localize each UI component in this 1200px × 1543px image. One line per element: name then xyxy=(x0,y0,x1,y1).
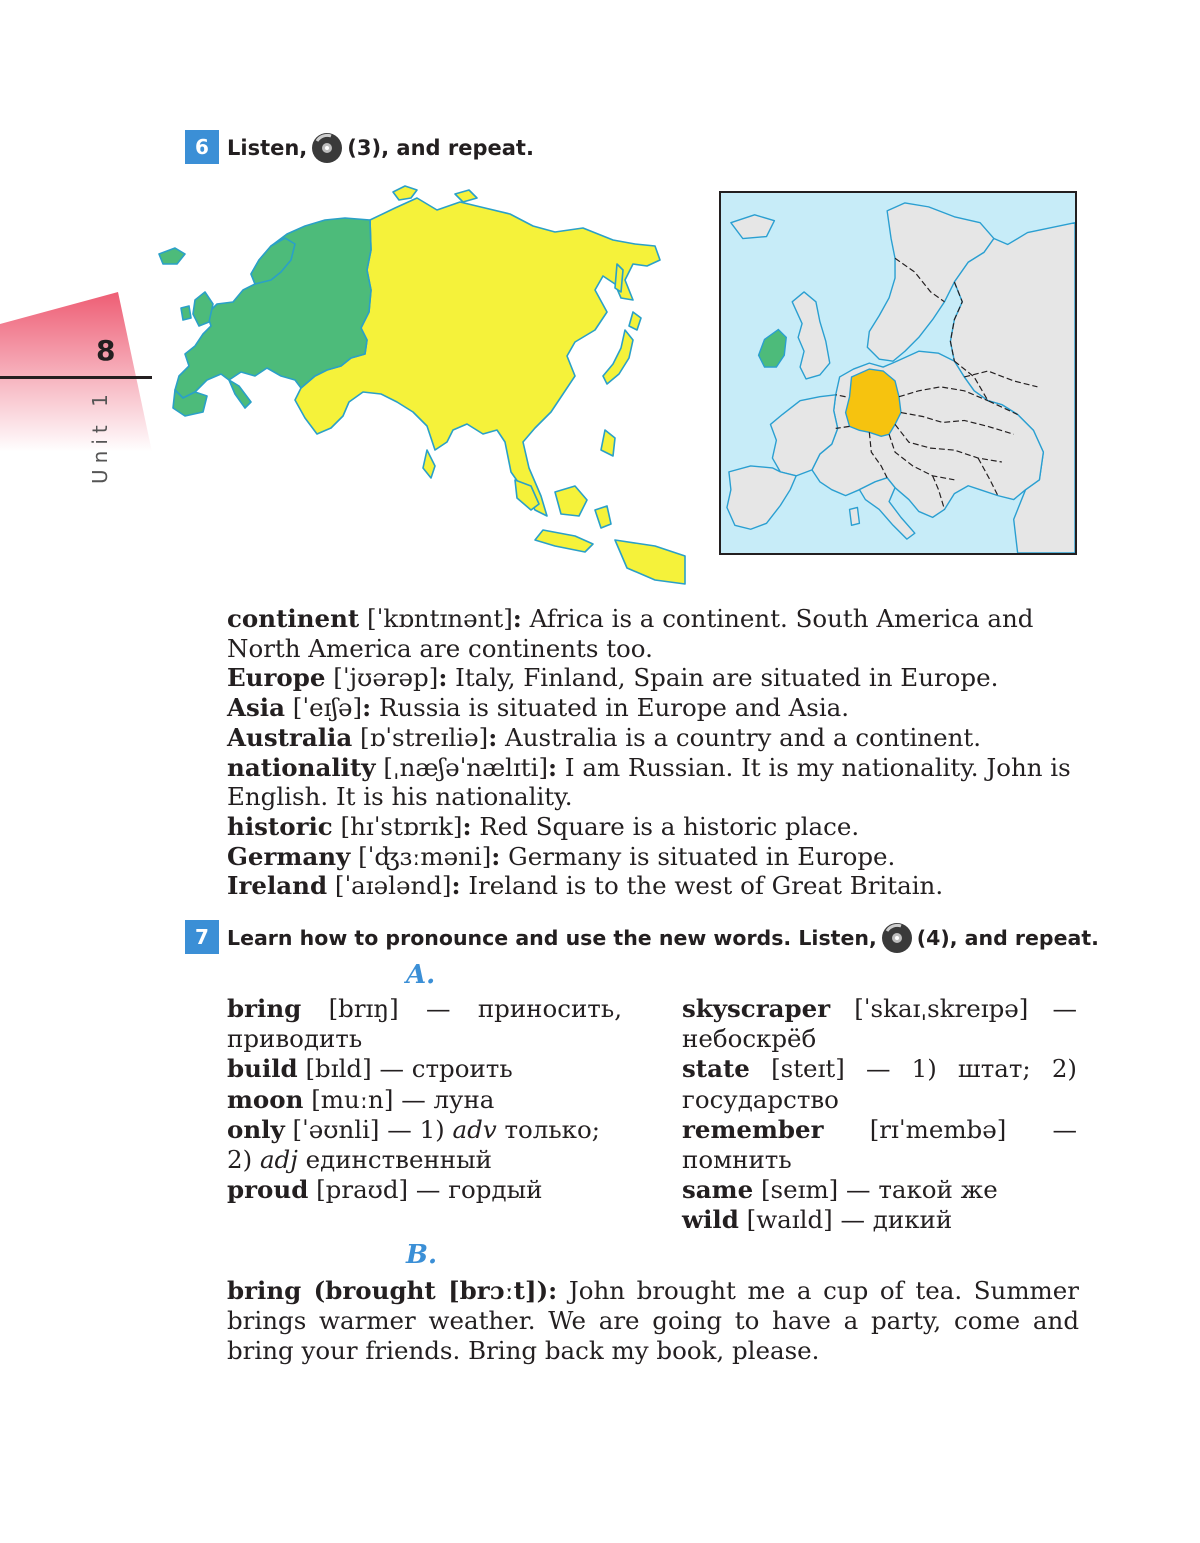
usage-example-headword: bring (brought [brɔːt]): xyxy=(227,1276,558,1305)
usage-example xyxy=(227,1276,1079,1366)
vocab-example: Germany is situated in Europe. xyxy=(500,841,896,871)
vocab-word: continent xyxy=(227,604,360,633)
vocab-entry: Australia [ɒˈstreɪliə]: Australia is a country and a continent. xyxy=(227,722,981,752)
usage-example-sentences: John brought me a cup of tea. Summer brings warmer weather. We are going to have a party, come and bring your friends. Bring back my book, please. xyxy=(227,1276,1079,1365)
section-a-heading: A. xyxy=(406,960,436,990)
vocab-example: Africa is a continent. South America and North America are continents too. xyxy=(227,604,1034,663)
exercise-6-text-pre: Listen, xyxy=(227,136,308,160)
vocab-transcription: [ˈaɪələnd] xyxy=(334,871,452,901)
word-list-right xyxy=(682,994,1077,1236)
vocabulary-list xyxy=(227,604,1079,901)
audio-cd-icon[interactable] xyxy=(881,922,913,954)
word-entry: only [ˈəʊnli] — 1) adv только; 2) adj единственный xyxy=(227,1114,600,1175)
vocab-word: Australia xyxy=(227,722,353,752)
vocab-transcription: [ɒˈstreɪliə] xyxy=(360,722,489,752)
vocab-word: nationality xyxy=(227,752,376,782)
word-entry: wild [waɪld] — дикий xyxy=(682,1205,953,1235)
vocab-word: Asia xyxy=(227,693,285,723)
word-list-left xyxy=(227,994,622,1205)
vocab-entry: continent [ˈkɒntɪnənt]: Africa is a continent. South America and North America are continents too. xyxy=(227,604,1034,663)
vocab-transcription: [ˈʤɜːməni] xyxy=(358,841,492,871)
vocab-transcription: [ˈjʊərəp] xyxy=(333,663,439,693)
vocab-entry: Ireland [ˈaɪələnd]: Ireland is to the west of Great Britain. xyxy=(227,871,944,901)
vocab-example: Italy, Finland, Spain are situated in Europe. xyxy=(447,663,999,693)
vocab-word: Germany xyxy=(227,841,351,871)
vocab-example: Ireland is to the west of Great Britain. xyxy=(460,871,944,901)
word-entry: build [bɪld] — строить xyxy=(227,1054,513,1084)
page-tab-decoration xyxy=(0,292,152,452)
europe-map-germany-ireland xyxy=(719,191,1077,555)
word-entry: remember [rɪˈmembə] — помнить xyxy=(682,1114,1077,1175)
exercise-7-text-post: (4), and repeat. xyxy=(916,926,1099,950)
word-entry: proud [praʊd] — гордый xyxy=(227,1175,543,1205)
tab-divider xyxy=(0,376,152,379)
vocab-word: historic xyxy=(227,811,333,841)
vocab-example: Australia is a country and a continent. xyxy=(497,722,981,752)
page-number: 8 xyxy=(96,334,116,367)
word-entry: moon [muːn] — луна xyxy=(227,1084,495,1114)
word-entry: state [steɪt] — 1) штат; 2) государство xyxy=(682,1054,1077,1114)
word-entry: bring [brɪŋ] — приносить, приводить xyxy=(227,994,622,1054)
vocab-transcription: [hɪˈstɒrɪk] xyxy=(340,811,463,841)
exercise-6-text-post: (3), and repeat. xyxy=(347,136,534,160)
vocab-entry: Europe [ˈjʊərəp]: Italy, Finland, Spain are situated in Europe. xyxy=(227,663,999,693)
usage-example-text xyxy=(227,1276,1079,1366)
word-entry: skyscraper [ˈskaɪˌskreɪpə] — небоскрёб xyxy=(682,994,1077,1054)
vocab-word: Ireland xyxy=(227,871,328,901)
section-b-heading: B. xyxy=(406,1240,438,1270)
vocab-entry: nationality [ˌnæʃəˈnælɪti]: I am Russian. It is my nationality. John is English. It is his nationality. xyxy=(227,752,1071,812)
eurasia-continent-map xyxy=(155,180,690,595)
vocab-example: Red Square is a historic place. xyxy=(471,811,860,841)
vocab-entry: historic [hɪˈstɒrɪk]: Red Square is a historic place. xyxy=(227,811,860,841)
word-entry: same [seɪm] — такой же xyxy=(682,1175,998,1205)
exercise-7-instruction xyxy=(227,921,1099,955)
vocab-entry: Asia [ˈeɪʃə]: Russia is situated in Europe and Asia. xyxy=(227,693,850,723)
vocab-example: I am Russian. It is my nationality. John is English. It is his nationality. xyxy=(227,752,1071,812)
vocab-transcription: [ˈeɪʃə] xyxy=(292,693,363,723)
vocab-word: Europe xyxy=(227,663,326,693)
audio-cd-icon[interactable] xyxy=(311,132,343,164)
exercise-6-instruction xyxy=(227,131,534,165)
vocab-transcription: [ˈkɒntɪnənt] xyxy=(367,604,513,633)
vocab-entry: Germany [ˈʤɜːməni]: Germany is situated in Europe. xyxy=(227,841,896,871)
vocab-transcription: [ˌnæʃəˈnælɪti] xyxy=(383,752,549,782)
exercise-7-text-pre: Learn how to pronounce and use the new words. Listen, xyxy=(227,926,877,950)
exercise-7-number: 7 xyxy=(185,920,219,954)
vocab-example: Russia is situated in Europe and Asia. xyxy=(371,693,850,723)
exercise-6-number: 6 xyxy=(185,130,219,164)
unit-label: Unit 1 xyxy=(88,388,112,484)
